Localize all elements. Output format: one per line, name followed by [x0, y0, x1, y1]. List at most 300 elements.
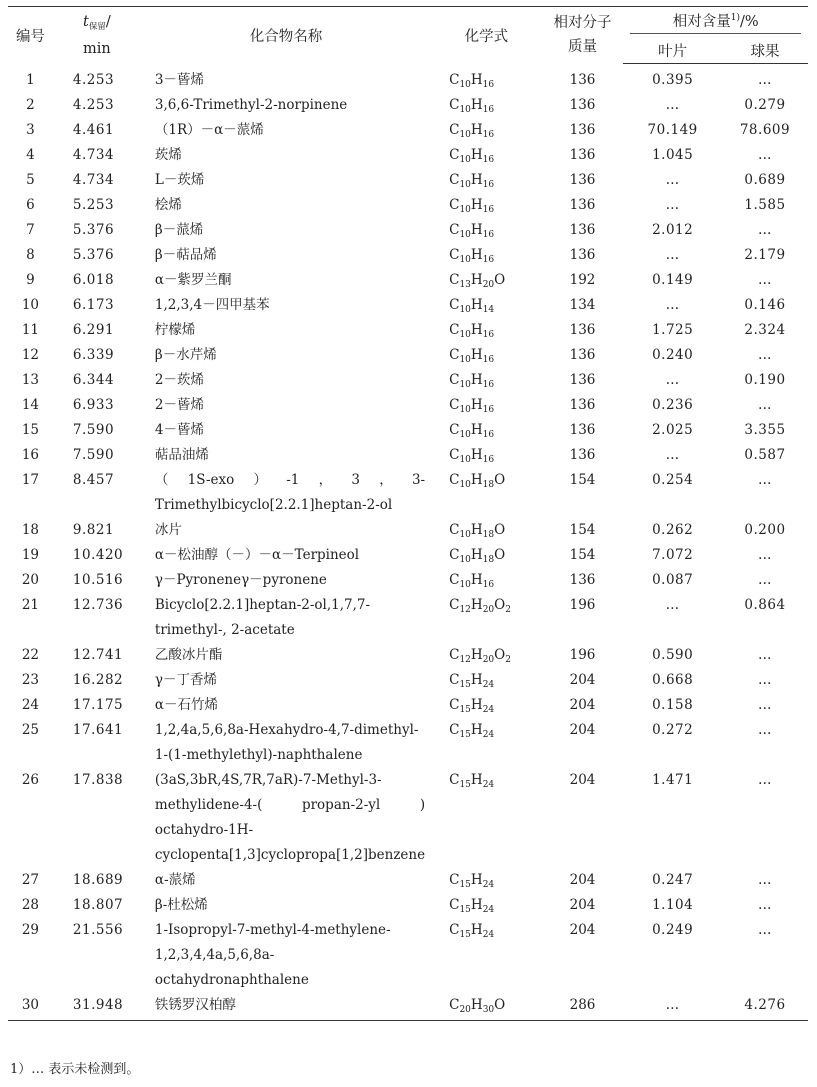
- formula-subscript: 10: [459, 455, 471, 465]
- formula-subscript: 16: [482, 155, 495, 165]
- chemical-formula: [431, 393, 542, 418]
- molecular-mass: 204: [569, 722, 596, 738]
- formula-element: C: [449, 697, 460, 713]
- table-row: [8, 718, 808, 768]
- chemical-formula: [431, 143, 542, 168]
- molecular-mass: 286: [542, 993, 624, 1021]
- formula-element: O: [494, 272, 506, 288]
- compound-name: [141, 668, 431, 693]
- molecular-mass: 136: [569, 147, 596, 163]
- molecular-mass: 136: [569, 397, 596, 413]
- retention-time: 10.420: [72, 547, 124, 563]
- formula-subscript: 24: [482, 905, 495, 915]
- table-row: [8, 64, 808, 94]
- fruit-content: …: [757, 697, 772, 713]
- formula-subscript: 10: [459, 305, 471, 315]
- molecular-mass: 136: [569, 322, 596, 338]
- formula-element: H: [470, 122, 483, 138]
- retention-time: 6.018: [72, 272, 115, 288]
- formula-element: H: [470, 872, 483, 888]
- formula-subscript: 16: [482, 405, 495, 415]
- formula-element: H: [470, 697, 483, 713]
- table-row: [8, 193, 808, 218]
- formula-subscript: 10: [459, 430, 471, 440]
- table-row: [8, 318, 808, 343]
- formula-element: H: [470, 247, 483, 263]
- molecular-mass: 136: [569, 372, 596, 388]
- row-index: 18: [21, 522, 40, 538]
- row-index: 13: [21, 372, 40, 388]
- formula-element: C: [449, 597, 460, 613]
- leaf-content: 2.025: [652, 422, 694, 438]
- retention-time: 12.741: [72, 647, 124, 663]
- leaf-content: 0.087: [652, 572, 694, 588]
- row-index: 27: [21, 872, 40, 888]
- compound-name: [141, 643, 431, 668]
- chemical-formula: [431, 518, 542, 543]
- formula-element: H: [470, 222, 483, 238]
- row-index: 12: [21, 347, 40, 363]
- compound-name: [141, 293, 431, 318]
- chemical-formula: [431, 443, 542, 468]
- formula-subscript: 16: [482, 330, 495, 340]
- compound-name-text: γ－丁香烯: [154, 672, 217, 688]
- molecular-mass: 136: [569, 422, 596, 438]
- formula-element: H: [470, 472, 483, 488]
- molecular-mass: 134: [569, 297, 596, 313]
- chemical-formula: [431, 568, 542, 593]
- row-index: 15: [21, 422, 40, 438]
- molecular-mass: 154: [569, 472, 596, 488]
- row-index: 4: [26, 147, 35, 163]
- table-row: [8, 993, 808, 1021]
- formula-subscript: 24: [482, 680, 495, 690]
- row-index: 30: [8, 993, 53, 1021]
- header-molecular-mass: 相对分子 质量: [542, 7, 624, 64]
- fruit-content: 2.324: [744, 322, 786, 338]
- row-index: 23: [21, 672, 40, 688]
- chemical-formula: [431, 293, 542, 318]
- compound-name-text: 2－莰烯: [154, 372, 204, 388]
- formula-subscript: 16: [482, 355, 495, 365]
- molecular-mass: 136: [569, 71, 596, 88]
- formula-element: O: [494, 547, 506, 563]
- formula-subscript: 10: [459, 255, 471, 265]
- fruit-content: 78.609: [739, 122, 791, 138]
- compound-name: [141, 868, 431, 893]
- fruit-content: …: [757, 72, 772, 88]
- row-index: 20: [21, 572, 40, 588]
- fruit-content: …: [757, 147, 772, 163]
- compound-name-text: 桧烯: [154, 197, 182, 213]
- formula-element: H: [470, 397, 483, 413]
- formula-subscript: 10: [459, 555, 471, 565]
- formula-subscript: 24: [482, 930, 495, 940]
- formula-subscript: 10: [459, 580, 471, 590]
- formula-element: H: [470, 597, 483, 613]
- chemical-formula: [431, 268, 542, 293]
- retention-time: 4.734: [72, 172, 115, 188]
- compound-name-text: 乙酸冰片酯: [154, 647, 223, 663]
- leaf-content: 70.149: [647, 122, 698, 138]
- formula-element: O: [494, 597, 506, 613]
- chemical-formula: [431, 218, 542, 243]
- retention-time: 31.948: [53, 993, 141, 1021]
- fruit-content: …: [757, 272, 772, 288]
- molecular-mass: 204: [569, 672, 596, 688]
- molecular-mass: 196: [569, 647, 596, 663]
- formula-subscript: 16: [482, 455, 495, 465]
- formula-element: H: [470, 197, 483, 213]
- formula-subscript: 12: [459, 605, 471, 615]
- formula-element: C: [449, 547, 460, 563]
- table-row: [8, 343, 808, 368]
- retention-time: 17.838: [72, 772, 124, 788]
- compound-name: [141, 368, 431, 393]
- fruit-content: …: [757, 922, 772, 938]
- formula-subscript: 24: [482, 705, 495, 715]
- compound-name: [141, 118, 431, 143]
- row-index: 25: [21, 722, 40, 738]
- formula-subscript: 16: [482, 430, 495, 440]
- chemical-formula: [431, 418, 542, 443]
- leaf-content: 1.045: [652, 147, 694, 163]
- retention-time: 17.175: [72, 697, 124, 713]
- leaf-content: 0.254: [652, 472, 694, 488]
- table-row: [8, 393, 808, 418]
- retention-time: 18.689: [72, 872, 124, 888]
- leaf-content: 0.262: [652, 522, 694, 538]
- molecular-mass: 136: [569, 222, 596, 238]
- row-index: 14: [21, 397, 40, 413]
- formula-element: H: [470, 772, 483, 788]
- formula-subscript: 16: [482, 380, 495, 390]
- chemical-formula: [431, 643, 542, 668]
- table-row: [8, 443, 808, 468]
- table-row: [8, 918, 808, 993]
- chemical-formula: [431, 343, 542, 368]
- header-index: 编号: [8, 7, 53, 64]
- table-row: [8, 518, 808, 543]
- row-index: 6: [26, 197, 35, 213]
- formula-element: O: [494, 997, 506, 1013]
- chemical-formula: [431, 718, 542, 768]
- compound-name: [141, 268, 431, 293]
- formula-subscript: 10: [459, 130, 471, 140]
- formula-subscript: 18: [482, 480, 495, 490]
- row-index: 9: [26, 272, 35, 288]
- compound-name: [141, 468, 431, 518]
- row-index: 26: [21, 772, 40, 788]
- compound-name-text: β－萜品烯: [154, 247, 217, 263]
- formula-element: C: [449, 247, 460, 263]
- molecular-mass: 136: [569, 247, 596, 263]
- table-row: [8, 693, 808, 718]
- formula-element: H: [470, 422, 483, 438]
- formula-element: C: [449, 872, 460, 888]
- leaf-content: …: [665, 447, 680, 463]
- compound-name-text: (3aS,3bR,4S,7R,7aR)-7-Methyl-3-methylidene-4-( propan-2-yl ) octahydro-1H-cyclopenta[1,3]cyclopropa[1,2]benzene: [154, 772, 426, 863]
- formula-subscript: 16: [482, 105, 495, 115]
- formula-subscript: 13: [459, 280, 471, 290]
- formula-element: C: [449, 347, 460, 363]
- formula-subscript: 15: [459, 705, 471, 715]
- molecular-mass: 196: [569, 597, 596, 613]
- formula-subscript: 20: [459, 1005, 471, 1015]
- compound-name: [141, 64, 431, 94]
- retention-time: 10.516: [72, 572, 124, 588]
- compound-name: [141, 418, 431, 443]
- table-row: [8, 643, 808, 668]
- row-index: 19: [21, 547, 40, 563]
- formula-element: H: [470, 172, 483, 188]
- compound-name-text: 莰烯: [154, 147, 182, 163]
- compound-name: [141, 893, 431, 918]
- chemical-formula: [431, 693, 542, 718]
- chemical-formula: [431, 868, 542, 893]
- fruit-content: 2.179: [744, 247, 786, 263]
- row-index: 5: [26, 172, 35, 188]
- molecular-mass: 204: [569, 697, 596, 713]
- fruit-content: 3.355: [744, 422, 786, 438]
- molecular-mass: 136: [569, 447, 596, 463]
- formula-element: C: [449, 672, 460, 688]
- fruit-content: 4.276: [722, 993, 808, 1021]
- compound-name-text: β－蒎烯: [154, 222, 204, 238]
- header-fruit: 球果: [722, 37, 808, 64]
- molecular-mass: 204: [569, 872, 596, 888]
- chemical-formula: [431, 168, 542, 193]
- table-row: [8, 893, 808, 918]
- formula-subscript: 16: [482, 255, 495, 265]
- leaf-content: 0.149: [652, 272, 694, 288]
- retention-time: 6.291: [72, 322, 115, 338]
- fruit-content: 0.864: [744, 597, 786, 613]
- table-row: [8, 543, 808, 568]
- retention-time: 5.376: [72, 222, 115, 238]
- formula-element: C: [449, 447, 460, 463]
- retention-time: 5.253: [72, 197, 115, 213]
- header-formula: 化学式: [431, 7, 542, 64]
- formula-subscript: 10: [459, 230, 471, 240]
- row-index: 22: [21, 647, 40, 663]
- fruit-content: 0.279: [744, 97, 786, 113]
- row-index: 7: [26, 222, 35, 238]
- leaf-content: …: [665, 97, 680, 113]
- compound-name: [141, 143, 431, 168]
- formula-element: C: [449, 772, 460, 788]
- compound-name-text: α－石竹烯: [154, 697, 219, 713]
- chemical-formula: [431, 318, 542, 343]
- table-row: [8, 593, 808, 643]
- compound-name-text: 萜品油烯: [154, 447, 209, 463]
- formula-element: H: [470, 647, 483, 663]
- formula-element: H: [470, 272, 483, 288]
- retention-time: 17.641: [72, 722, 124, 738]
- retention-time: 6.344: [72, 372, 115, 388]
- compound-name: [141, 343, 431, 368]
- compound-name: [141, 518, 431, 543]
- fruit-content: …: [757, 722, 772, 738]
- leaf-content: …: [665, 172, 680, 188]
- row-index: 16: [21, 447, 40, 463]
- formula-element: C: [449, 122, 460, 138]
- compound-name-text: β－水芹烯: [154, 347, 217, 363]
- formula-element: H: [470, 722, 483, 738]
- chemical-formula: [431, 64, 542, 94]
- fruit-content: …: [757, 222, 772, 238]
- formula-element: C: [449, 997, 460, 1013]
- formula-element: C: [449, 572, 460, 588]
- fruit-content: …: [757, 647, 772, 663]
- compound-name: [141, 993, 431, 1021]
- table-row: [8, 418, 808, 443]
- table-row: [8, 768, 808, 868]
- molecular-mass: 136: [569, 347, 596, 363]
- formula-element: C: [449, 397, 460, 413]
- fruit-content: …: [757, 547, 772, 563]
- compound-name: [141, 193, 431, 218]
- formula-element: C: [449, 897, 460, 913]
- formula-element: H: [470, 572, 483, 588]
- leaf-content: 7.072: [652, 547, 694, 563]
- formula-element: H: [470, 522, 483, 538]
- formula-subscript: 16: [482, 79, 495, 90]
- compound-name: [141, 593, 431, 643]
- formula-element: C: [449, 222, 460, 238]
- fruit-content: …: [757, 772, 772, 788]
- molecular-mass: 204: [569, 772, 596, 788]
- formula-element: C: [449, 272, 460, 288]
- table-row: [8, 168, 808, 193]
- formula-subscript: 18: [482, 555, 495, 565]
- header-relative-content: 相对含量$^{1)}$/%: [623, 7, 808, 38]
- retention-time: 18.807: [72, 897, 124, 913]
- formula-subscript: 2: [505, 655, 511, 665]
- leaf-content: 1.471: [652, 772, 694, 788]
- table-row: [8, 93, 808, 118]
- leaf-content: 0.236: [652, 397, 694, 413]
- formula-subscript: 16: [482, 580, 495, 590]
- formula-element: C: [449, 647, 460, 663]
- fruit-content: …: [757, 572, 772, 588]
- formula-subscript: 16: [482, 205, 495, 215]
- fruit-content: 0.200: [744, 522, 786, 538]
- formula-subscript: 24: [482, 730, 495, 740]
- formula-element: O: [494, 647, 506, 663]
- molecular-mass: 192: [569, 272, 596, 288]
- retention-time: 6.173: [72, 297, 115, 313]
- compound-name: [141, 243, 431, 268]
- table-row: [8, 668, 808, 693]
- formula-subscript: 10: [459, 205, 471, 215]
- row-index: 21: [21, 597, 40, 613]
- compound-name-text: α－松油醇（－）－α－Terpineol: [154, 547, 360, 563]
- leaf-content: 2.012: [652, 222, 694, 238]
- table-row: [8, 218, 808, 243]
- retention-time: 4.253: [72, 71, 115, 88]
- formula-element: H: [470, 997, 483, 1013]
- formula-subscript: 10: [459, 530, 471, 540]
- formula-element: H: [470, 672, 483, 688]
- compound-name-text: 2－蒈烯: [154, 397, 204, 413]
- formula-subscript: 12: [459, 655, 471, 665]
- compound-name-text: 1-Isopropyl-7-methyl-4-methylene-1,2,3,4,4a,5,6,8a-octahydronaphthalene: [154, 922, 391, 988]
- compound-name: [141, 918, 431, 993]
- molecular-mass: 136: [569, 122, 596, 138]
- leaf-content: 0.247: [652, 872, 694, 888]
- row-index: 10: [21, 297, 40, 313]
- compound-name: [141, 168, 431, 193]
- formula-subscript: 14: [482, 305, 495, 315]
- compound-name-text: L－莰烯: [154, 172, 205, 188]
- leaf-content: 1.725: [652, 322, 694, 338]
- fruit-content: 0.587: [744, 447, 786, 463]
- formula-element: C: [449, 147, 460, 163]
- molecular-mass: 154: [569, 522, 596, 538]
- leaf-content: 1.104: [652, 897, 694, 913]
- molecular-mass: 136: [569, 197, 596, 213]
- formula-subscript: 10: [459, 405, 471, 415]
- retention-time: 4.253: [72, 97, 115, 113]
- fruit-content: …: [757, 672, 772, 688]
- formula-element: C: [449, 472, 460, 488]
- compound-name-text: 1,2,3,4－四甲基苯: [154, 297, 270, 313]
- compound-name: [141, 318, 431, 343]
- fruit-content: 0.190: [744, 372, 786, 388]
- formula-element: C: [449, 71, 460, 88]
- retention-time: 16.282: [72, 672, 124, 688]
- formula-subscript: 10: [459, 180, 471, 190]
- formula-element: H: [470, 922, 483, 938]
- chemical-formula: [431, 918, 542, 993]
- fruit-content: 0.689: [744, 172, 786, 188]
- retention-time: 8.457: [72, 472, 115, 488]
- formula-element: C: [449, 372, 460, 388]
- compound-name: [141, 393, 431, 418]
- formula-element: H: [470, 372, 483, 388]
- compound-name: [141, 768, 431, 868]
- formula-subscript: 16: [482, 180, 495, 190]
- retention-time: 7.590: [72, 422, 115, 438]
- row-index: 3: [26, 122, 35, 138]
- molecular-mass: 136: [569, 172, 596, 188]
- chemical-formula: [431, 593, 542, 643]
- leaf-content: 0.272: [652, 722, 694, 738]
- header-leaf: 叶片: [623, 37, 722, 64]
- table-row: [8, 293, 808, 318]
- leaf-content: 0.668: [652, 672, 694, 688]
- table-row: [8, 368, 808, 393]
- chemical-formula: [431, 543, 542, 568]
- compound-name-text: 3,6,6-Trimethyl-2-norpinene: [154, 97, 348, 113]
- formula-subscript: 10: [459, 480, 471, 490]
- compound-name-text: Bicyclo[2.2.1]heptan-2-ol,1,7,7-trimethyl-, 2-acetate: [154, 597, 371, 638]
- formula-subscript: 2: [505, 605, 511, 615]
- formula-element: H: [470, 97, 483, 113]
- row-index: 11: [21, 322, 40, 338]
- compound-name-text: （1S-exo）-1，3，3-Trimethylbicyclo[2.2.1]heptan-2-ol: [154, 472, 426, 513]
- formula-subscript: 10: [459, 79, 471, 90]
- retention-time: 9.821: [72, 522, 115, 538]
- formula-subscript: 15: [459, 880, 471, 890]
- retention-time: 12.736: [72, 597, 124, 613]
- row-index: 2: [26, 97, 35, 113]
- formula-subscript: 20: [482, 605, 495, 615]
- formula-element: H: [470, 147, 483, 163]
- compound-name: [141, 568, 431, 593]
- formula-subscript: 10: [459, 330, 471, 340]
